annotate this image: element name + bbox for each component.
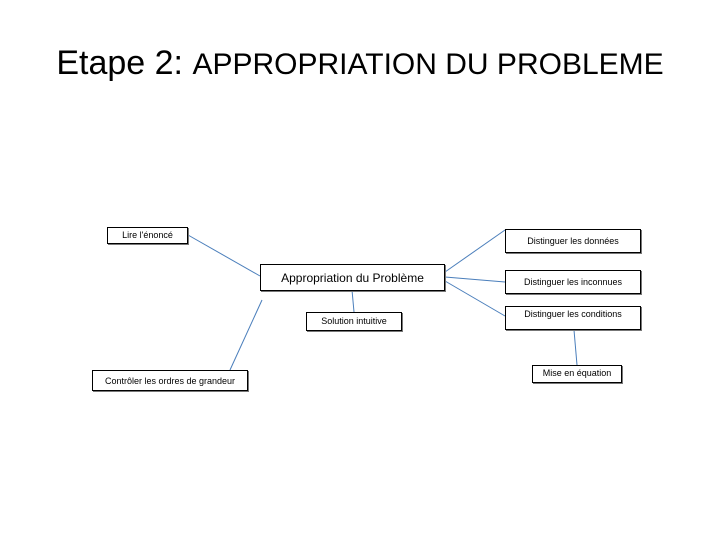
node-appropriation-label: Appropriation du Problème (281, 270, 424, 285)
node-distinguer-inconnues (505, 270, 641, 294)
node-distinguer-conditions (505, 306, 641, 330)
node-mise-en-equation (532, 365, 622, 383)
title-main: APPROPRIATION DU PROBLEME (192, 48, 664, 81)
connector-controler (230, 300, 262, 370)
connector-lire (188, 235, 260, 276)
node-controler-ordres-label: Contrôler les ordres de grandeur (104, 376, 236, 386)
node-lire-enonce-label: Lire l'énoncé (122, 230, 173, 240)
node-distinguer-donnees-label: Distinguer les données (527, 235, 619, 246)
connector-solution (352, 290, 354, 312)
connector-equation (574, 330, 577, 365)
connector-conditions (445, 281, 505, 316)
node-solution-intuitive (306, 312, 402, 331)
node-lire-enonce (107, 227, 188, 244)
node-distinguer-donnees (505, 229, 641, 253)
connector-donnees (445, 230, 505, 272)
node-distinguer-inconnues-label: Distinguer les inconnues (523, 276, 623, 287)
node-solution-intuitive-label: Solution intuitive (321, 316, 387, 326)
node-distinguer-conditions-label: Distinguer les conditions (524, 309, 622, 319)
title-prefix: Etape 2: (56, 44, 183, 82)
connector-inconnues (445, 277, 505, 282)
node-controler-ordres (92, 370, 248, 391)
node-mise-en-equation-label: Mise en équation (542, 368, 612, 378)
node-appropriation (260, 264, 445, 291)
